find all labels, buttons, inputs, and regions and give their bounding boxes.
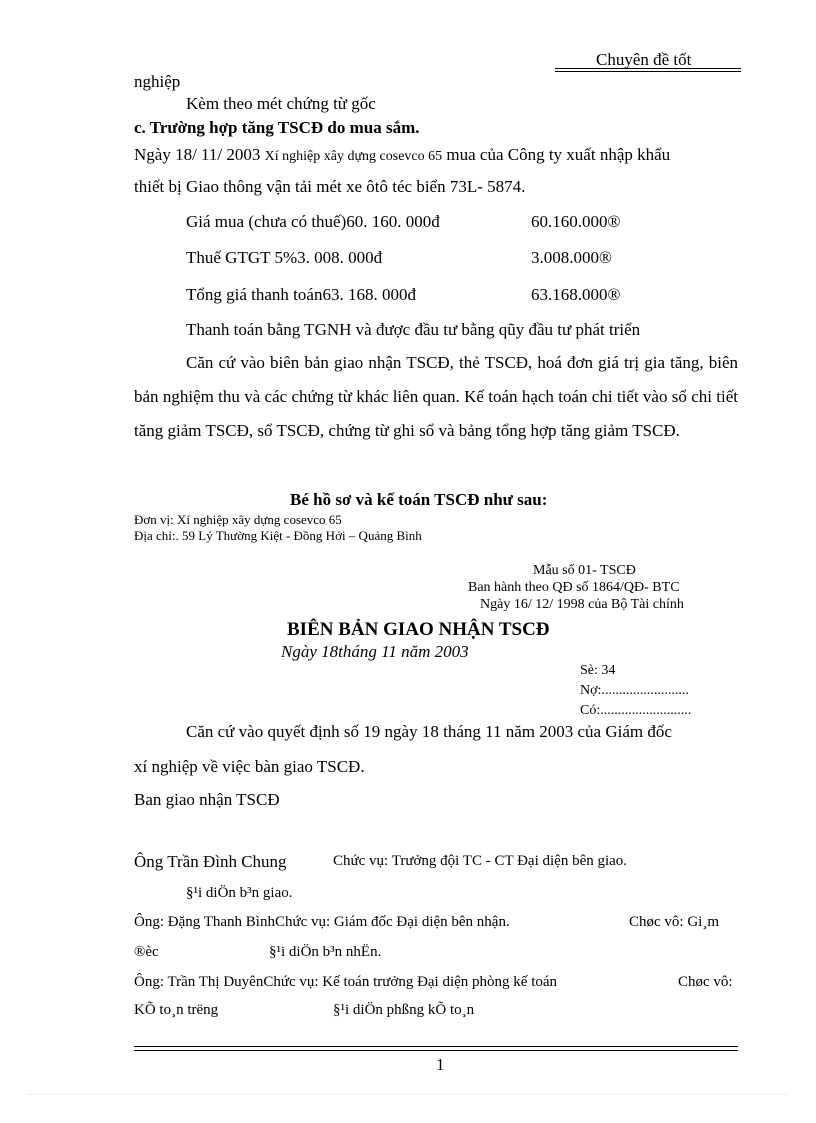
- doc-number: Sè: 34: [580, 663, 616, 678]
- paragraph-line: [134, 145, 670, 165]
- member-role-sub: ®èc: [134, 944, 159, 960]
- decree-date: Ngày 16/ 12/ 1998 của Bộ Tài chính: [480, 597, 684, 612]
- member-role: Chức vụ: Trưởng đội TC - CT Đại diện bên giao.: [333, 853, 628, 869]
- member-role-sub: §¹i diÖn phßng kÕ to¸n: [333, 1002, 475, 1018]
- form-intro: Bé hồ sơ và kế toán TSCĐ như sau:: [290, 490, 548, 509]
- header-title: Chuyên đề tốt: [596, 50, 692, 69]
- footer-rule-2: [134, 1050, 738, 1051]
- section-heading: c. Trường hợp tăng TSCĐ do mua sắm.: [134, 118, 420, 137]
- member-line: Ông: Trần Thị DuyênChức vụ: Kế toán trưởng Đại diện phòng kế toán: [134, 974, 558, 990]
- page-number: 1: [436, 1055, 445, 1074]
- text-span: mua của Công ty xuất nhập khẩu: [442, 145, 671, 164]
- member-role-sub: KÕ to¸n trëng: [134, 1002, 219, 1018]
- text-line: Kèm theo mét chứng từ gốc: [186, 94, 376, 113]
- date-text: Ngày 18/ 11/ 2003: [134, 145, 265, 164]
- header-rule-2: [555, 71, 741, 72]
- member-name: Ông Trần Đình Chung: [134, 852, 287, 871]
- payment-text: Thanh toán bằng TGNH và được đầu tư bằng qũy đầu tư phát triển: [186, 320, 641, 339]
- header-rule: [555, 68, 741, 69]
- cost-row-label: Tổng giá thanh toán63. 168. 000đ: [186, 285, 416, 304]
- credit-field: Có:..........................: [580, 703, 692, 718]
- member-extra: Chøc vô: Gi¸m: [629, 914, 719, 930]
- form-title: BIÊN BẢN GIAO NHẬN TSCĐ: [287, 619, 550, 640]
- paragraph-line: thiết bị Giao thông vận tải mét xe ôtô téc biển 73L- 5874.: [134, 177, 526, 196]
- basis-line: Căn cứ vào quyết định số 19 ngày 18 tháng 11 năm 2003 của Giám đốc: [186, 722, 672, 741]
- cost-row-value: 3.008.000®: [531, 248, 612, 267]
- address-line: Địa chỉ:. 59 Lý Thường Kiệt - Đồng Hới – Quảng Bình: [134, 528, 422, 543]
- member-extra: Chøc vô:: [678, 974, 733, 990]
- unit-text: Xí nghiệp xây dựng cosevco 65: [264, 149, 443, 164]
- unit-line: Đơn vị: Xí nghiệp xây dựng cosevco 65: [134, 512, 342, 527]
- member-role-sub: §¹i diÖn b³n nhËn.: [269, 944, 382, 960]
- text-line: nghiệp: [134, 72, 181, 91]
- body-paragraph: Căn cứ vào biên bản giao nhận TSCĐ, thẻ TSCĐ, hoá đơn giá trị gia tăng, biên bản nghiệm thu và các chứng từ khác liên quan. Kế toán hạch toán chi tiết vào sổ chi tiết tăng giảm TSCĐ, sổ TSCĐ, chứng từ ghi sổ và bảng tổng hợp tăng giảm TSCĐ.: [134, 353, 738, 440]
- cost-row-value: 60.160.000®: [531, 212, 621, 231]
- member-line: Ông: Đặng Thanh BìnhChức vụ: Giám đốc Đại diện bên nhận.: [134, 914, 510, 930]
- cost-row-label: Thuế GTGT 5%3. 008. 000đ: [186, 248, 383, 267]
- footer-rule: [134, 1046, 738, 1047]
- basis-line: xí nghiệp về việc bàn giao TSCĐ.: [134, 757, 365, 776]
- debit-field: Nợ:.........................: [580, 683, 689, 698]
- decree-line: Ban hành theo QĐ số 1864/QĐ- BTC: [468, 580, 680, 595]
- member-role-sub: §¹i diÖn b³n giao.: [186, 885, 293, 901]
- template-number: Mẫu số 01- TSCĐ: [533, 563, 636, 578]
- cost-row-value: 63.168.000®: [531, 285, 621, 304]
- form-date: Ngày 18tháng 11 năm 2003: [281, 642, 469, 661]
- page-edge: [28, 1094, 788, 1095]
- committee-label: Ban giao nhận TSCĐ: [134, 790, 280, 809]
- cost-row-label: Giá mua (chưa có thuế)60. 160. 000đ: [186, 212, 440, 231]
